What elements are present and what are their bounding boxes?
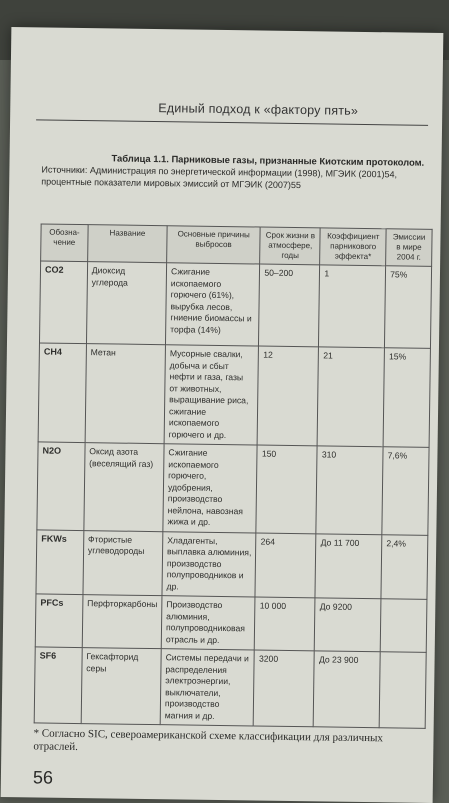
cell-emissions: 75%: [385, 266, 432, 349]
cell-causes: Системы передачи и распределения электроэнергии, выключатели, производство магния и др.: [160, 649, 254, 726]
cell-emissions: [379, 652, 426, 729]
cell-causes: Сжигание ископаемого горючего, удобрения, производство нейлона, навозная жижа и др.: [163, 444, 258, 533]
cell-coefficient: До 23 900: [314, 651, 381, 728]
cell-coefficient: 1: [319, 265, 386, 348]
cell-causes: Производство алюминия, полупроводниковая отрасль и др.: [161, 596, 255, 650]
table-caption: [41, 151, 431, 192]
cell-emissions: 2,4%: [381, 534, 428, 599]
cell-coefficient: До 9200: [315, 598, 381, 652]
cell-symbol: PFCs: [35, 594, 83, 648]
greenhouse-gases-table: [34, 223, 433, 728]
table-row: [39, 261, 431, 348]
cell-lifetime: 150: [256, 445, 317, 533]
table-header-row: [41, 224, 432, 266]
cell-name: Перфторкарбоны: [82, 595, 162, 649]
cell-symbol: SF6: [34, 647, 82, 724]
cell-causes: Мусорные свалки, добыча и сбыт нефти и газа, газы от животных, выращивание риса, сжигание ископаемого горючего и др.: [164, 345, 259, 445]
cell-lifetime: 3200: [254, 650, 315, 727]
col-header-emissions: Эмиссии в мире 2004 г.: [386, 229, 432, 267]
header-rule: [36, 119, 428, 125]
cell-coefficient: 310: [316, 446, 383, 534]
table-row: [37, 442, 429, 535]
book-page: [1, 27, 444, 803]
cell-symbol: CH4: [38, 343, 86, 443]
cell-lifetime: 10 000: [255, 597, 316, 651]
cell-causes: Хладагенты, выплавка алюминия, производство полупроводников и др.: [162, 531, 256, 597]
cell-causes: Сжигание ископаемого горючего (61%), вырубка лесов, гниение биомассы и торфа (14%): [165, 263, 260, 346]
cell-lifetime: 12: [258, 346, 319, 446]
footnote: * Согласно SIC, североамериканской схеме классификации для различных отраслей.: [33, 727, 384, 754]
col-header-name: Название: [87, 225, 167, 263]
cell-symbol: FKWs: [36, 529, 84, 594]
cell-lifetime: 264: [255, 532, 316, 597]
cell-name: Диоксид углерода: [86, 262, 166, 345]
table-row: [34, 647, 426, 728]
col-header-lifetime: Срок жизни в атмосфере, годы: [260, 227, 321, 265]
cell-lifetime: 50–200: [259, 264, 320, 347]
sources-line-2: процентные показатели мировых эмиссий от МГЭИК (2007)55: [41, 176, 301, 191]
cell-symbol: CO2: [39, 261, 87, 344]
cell-name: Метан: [85, 344, 166, 444]
cell-symbol: N2O: [37, 442, 85, 530]
sources-line-1: Источники: Администрация по энергетической информации (1998), МГЭИК (2001)54,: [41, 164, 398, 180]
running-head: Единый подход к «фактору пять»: [158, 101, 359, 118]
table-title: Таблица 1.1. Парниковые газы, признанные Киотским протоколом.: [111, 152, 425, 168]
table-row: [35, 594, 427, 652]
cell-name: Оксид азота (веселящий газ): [84, 443, 164, 532]
cell-name: Фтористые углеводороды: [83, 530, 163, 596]
col-header-causes: Основные причины выбросов: [167, 226, 261, 264]
col-header-symbol: Обозна-чение: [41, 224, 88, 262]
cell-emissions: [380, 599, 427, 653]
col-header-coefficient: Коэффициент парникового эффекта*: [320, 228, 386, 266]
cell-coefficient: 21: [318, 347, 385, 447]
table-row: [36, 529, 428, 599]
page-number: 56: [32, 767, 54, 788]
cell-coefficient: До 11 700: [315, 533, 382, 598]
table-row: [38, 343, 430, 447]
cell-emissions: 15%: [383, 348, 430, 448]
cell-emissions: 7,6%: [382, 447, 429, 535]
cell-name: Гексафторид серы: [81, 648, 161, 725]
